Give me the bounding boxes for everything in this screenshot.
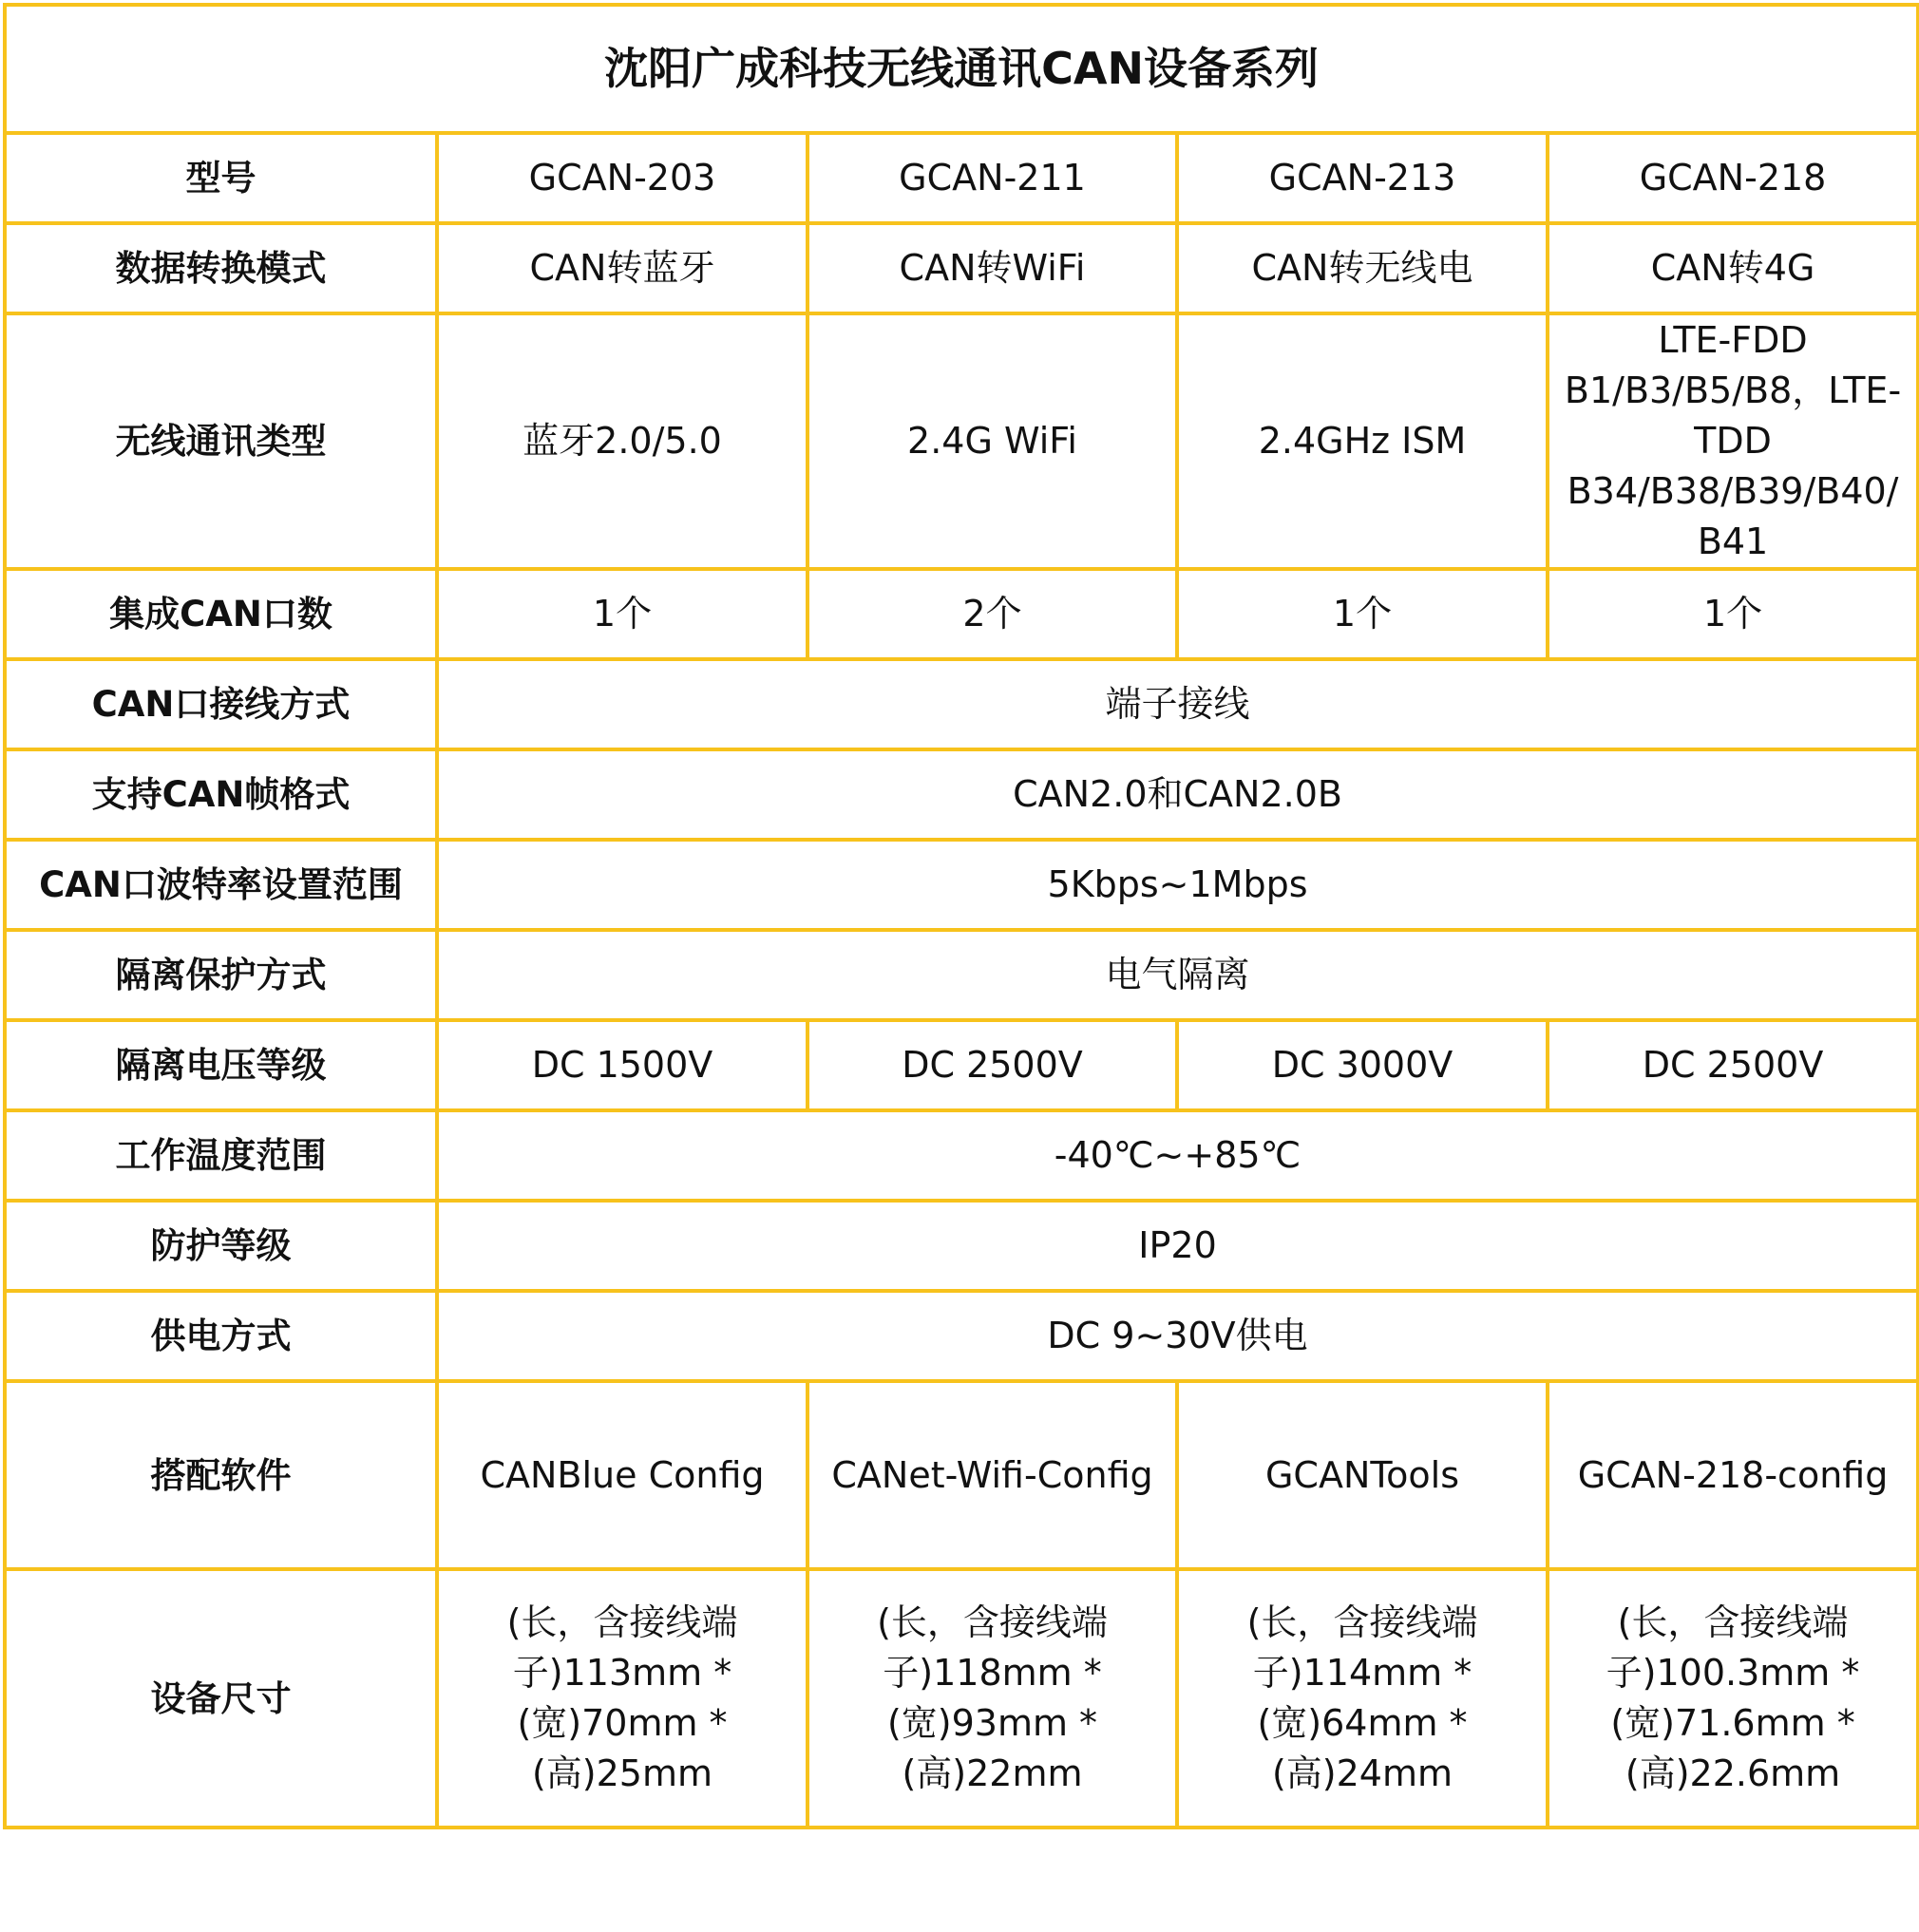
row-software — [5, 1381, 1918, 1569]
row-label-can-ports: 集成CAN口数 — [5, 569, 437, 659]
row-can-ports — [5, 569, 1918, 659]
wireless-type-cell: LTE-FDD B1/B3/B5/B8，LTE-TDD B34/B38/B39/B40/B41 — [1548, 313, 1918, 569]
row-label-model: 型号 — [5, 133, 437, 223]
row-frame-format — [5, 749, 1918, 840]
model-gcan-203: GCAN-203 — [437, 133, 808, 223]
conversion-mode-cell: CAN转蓝牙 — [437, 223, 808, 313]
row-label-protection: 防护等级 — [5, 1201, 437, 1291]
row-wireless-type — [5, 313, 1918, 569]
row-temperature — [5, 1110, 1918, 1201]
software-cell: GCAN-218-config — [1548, 1381, 1918, 1569]
isolation-voltage-cell: DC 3000V — [1177, 1020, 1548, 1110]
row-isolation — [5, 930, 1918, 1020]
spec-sheet — [0, 3, 1919, 1932]
row-power — [5, 1291, 1918, 1381]
wiring-value: 端子接线 — [437, 659, 1918, 749]
row-label-wiring: CAN口接线方式 — [5, 659, 437, 749]
conversion-mode-cell: CAN转4G — [1548, 223, 1918, 313]
row-dimensions — [5, 1569, 1918, 1828]
row-label-isolation: 隔离保护方式 — [5, 930, 437, 1020]
row-baud-rate — [5, 840, 1918, 930]
model-gcan-211: GCAN-211 — [808, 133, 1177, 223]
wireless-type-cell: 2.4G WiFi — [808, 313, 1177, 569]
row-label-software: 搭配软件 — [5, 1381, 437, 1569]
spec-table — [3, 3, 1919, 1829]
conversion-mode-cell: CAN转WiFi — [808, 223, 1177, 313]
row-label-wireless-type: 无线通讯类型 — [5, 313, 437, 569]
row-label-baud-rate: CAN口波特率设置范围 — [5, 840, 437, 930]
can-ports-cell: 1个 — [1177, 569, 1548, 659]
title-row — [5, 5, 1918, 133]
temperature-value: -40℃~+85℃ — [437, 1110, 1918, 1201]
model-gcan-218: GCAN-218 — [1548, 133, 1918, 223]
row-protection — [5, 1201, 1918, 1291]
frame-format-value: CAN2.0和CAN2.0B — [437, 749, 1918, 840]
row-model — [5, 133, 1918, 223]
isolation-voltage-cell: DC 2500V — [1548, 1020, 1918, 1110]
row-label-power: 供电方式 — [5, 1291, 437, 1381]
dimensions-cell: (长，含接线端子)114mm * (宽)64mm * (高)24mm — [1177, 1569, 1548, 1828]
row-wiring — [5, 659, 1918, 749]
wireless-type-cell: 2.4GHz ISM — [1177, 313, 1548, 569]
row-isolation-voltage — [5, 1020, 1918, 1110]
power-value: DC 9~30V供电 — [437, 1291, 1918, 1381]
software-cell: CANet-Wifi-Config — [808, 1381, 1177, 1569]
can-ports-cell: 2个 — [808, 569, 1177, 659]
isolation-value: 电气隔离 — [437, 930, 1918, 1020]
row-label-conversion-mode: 数据转换模式 — [5, 223, 437, 313]
can-ports-cell: 1个 — [437, 569, 808, 659]
isolation-voltage-cell: DC 2500V — [808, 1020, 1177, 1110]
row-conversion-mode — [5, 223, 1918, 313]
row-label-temperature: 工作温度范围 — [5, 1110, 437, 1201]
protection-value: IP20 — [437, 1201, 1918, 1291]
software-cell: GCANTools — [1177, 1381, 1548, 1569]
row-label-dimensions: 设备尺寸 — [5, 1569, 437, 1828]
can-ports-cell: 1个 — [1548, 569, 1918, 659]
dimensions-cell: (长，含接线端子)118mm * (宽)93mm * (高)22mm — [808, 1569, 1177, 1828]
dimensions-cell: (长，含接线端子)113mm * (宽)70mm * (高)25mm — [437, 1569, 808, 1828]
baud-rate-value: 5Kbps~1Mbps — [437, 840, 1918, 930]
software-cell: CANBlue Config — [437, 1381, 808, 1569]
row-label-isolation-voltage: 隔离电压等级 — [5, 1020, 437, 1110]
wireless-type-cell: 蓝牙2.0/5.0 — [437, 313, 808, 569]
model-gcan-213: GCAN-213 — [1177, 133, 1548, 223]
row-label-frame-format: 支持CAN帧格式 — [5, 749, 437, 840]
isolation-voltage-cell: DC 1500V — [437, 1020, 808, 1110]
dimensions-cell: (长，含接线端子)100.3mm * (宽)71.6mm * (高)22.6mm — [1548, 1569, 1918, 1828]
conversion-mode-cell: CAN转无线电 — [1177, 223, 1548, 313]
table-title: 沈阳广成科技无线通讯CAN设备系列 — [5, 5, 1918, 133]
